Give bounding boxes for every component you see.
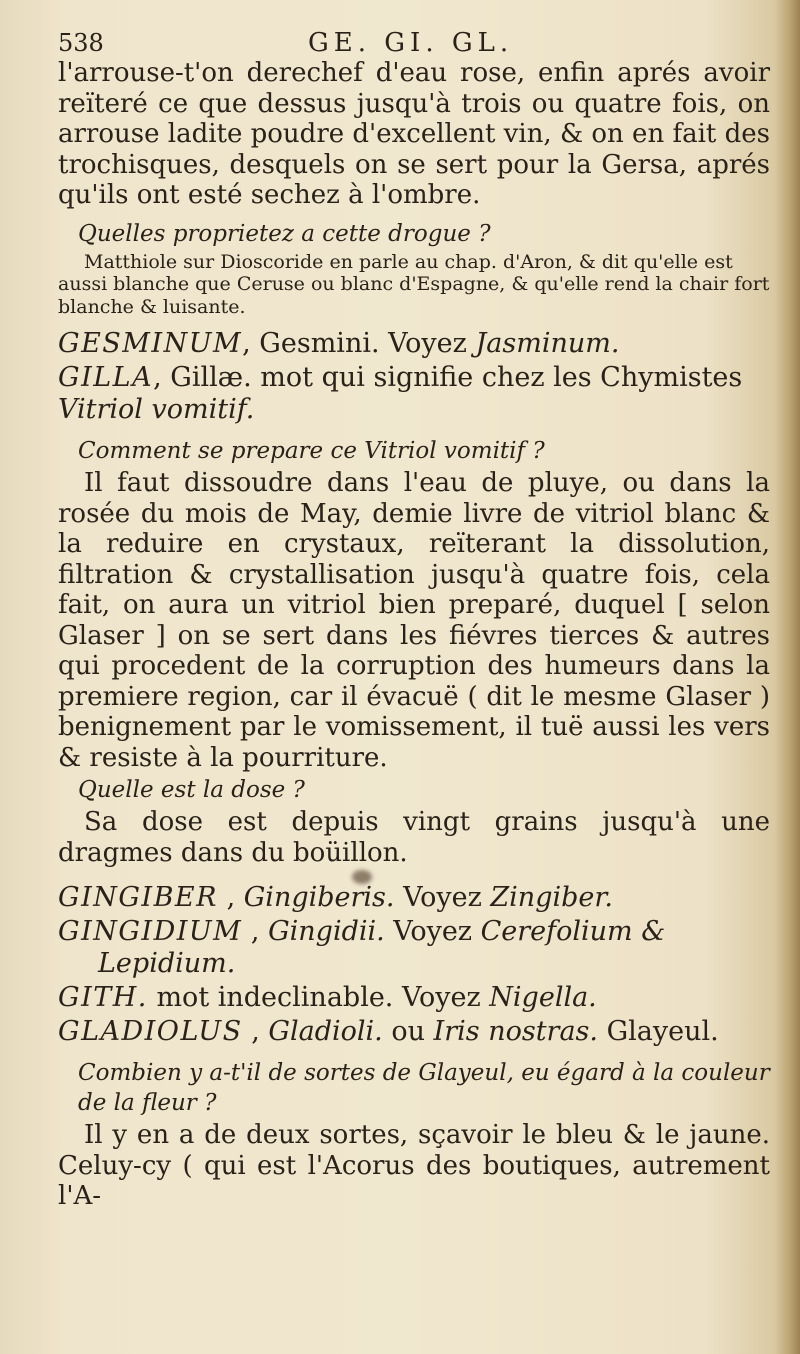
question-dose: Quelle est la dose ? [78,777,305,803]
entry-gingiber: GINGIBER , Gingiberis. Voyez Zingiber. [58,882,613,913]
note-matthiole: Matthiole sur Dioscoride en parle au chap. d'Aron, & dit qu'elle est aussi blanche que Ceruse ou blanc d'Espagne, & qu'elle rend la chair fort blanche & luisante. [58,250,770,318]
page-edge-shadow [774,0,800,1354]
question-vitriol: Comment se prepare ce Vitriol vomitif ? [78,438,545,464]
question-glayeul: Combien y a-t'il de sortes de Glayeul, eu égard à la couleur de la fleur ? [78,1060,770,1116]
entry-gladiolus: GLADIOLUS , Gladioli. ou Iris nostras. Glayeul. [58,1016,719,1047]
paragraph-dose: Sa dose est depuis vingt grains jusqu'à une dragmes dans du boüillon. [58,807,770,868]
ref-iris-nostras: Iris nostras. [433,1016,598,1047]
ref-vitriol-vomitif: Vitriol vomitif. [58,394,255,425]
running-head: GE. GI. GL. [308,28,514,58]
latin-gladioli: Gladioli. [268,1016,383,1047]
latin-gillae: Gillæ. [170,362,252,393]
ref-jasminum: Jasminum. [475,328,620,359]
page-number: 538 [58,29,104,57]
question-proprietes: Quelles proprietez a cette drogue ? [78,220,491,247]
ref-lepidium: Lepidium. [98,948,236,979]
headword-gilla: GILLA [58,362,154,393]
ref-zingiber: Zingiber. [490,882,613,913]
text-column [58,28,770,1212]
entry-gesminum: GESMINUM, Gesmini. Voyez Jasminum. [58,328,620,359]
latin-gesmini: Gesmini. [259,328,380,359]
entry-gith: GITH. mot indeclinable. Voyez Nigella. [58,982,597,1013]
paragraph-continuation: l'arrouse-t'on derechef d'eau rose, enfin aprés avoir reïteré ce que dessus jusqu'à trois ou quatre fois, on arrouse ladite poudre d'excellent vin, & on en fait des trochisques, desquels on se sert pour la Gersa, aprés qu'ils ont esté sechez à l'ombre. [58,58,770,210]
headword-gith: GITH. [58,982,148,1013]
entry-gingidium: GINGIDIUM , Gingidii. Voyez Cerefolium & Lepidium. [58,916,770,980]
latin-gingiberis: Gingiberis. [243,882,395,913]
ref-nigella: Nigella. [489,982,597,1013]
page-header [58,28,770,58]
headword-gladiolus: GLADIOLUS [58,1016,243,1047]
ref-cerefolium: Cerefolium & [480,916,666,947]
headword-gingiber: GINGIBER [58,882,218,913]
headword-gesminum: GESMINUM [58,328,243,359]
paragraph-vitriol: Il faut dissoudre dans l'eau de pluye, ou dans la rosée du mois de May, demie livre de vitriol blanc & la reduire en crystaux, reïterant la dissolution, filtration & crystallisation jusqu'à quatre fois, cela fait, on aura un vitriol bien preparé, duquel [ selon Glaser ] on se sert dans les fiévres tierces & autres qui procedent de la corruption des humeurs dans la premiere region, car il évacuë ( dit le mesme Glaser ) benignement par le vomissement, il tuë aussi les vers & resiste à la pourriture. [58,468,770,773]
entry-gillae: GILLA, Gillæ. mot qui signifie chez les Chymistes Vitriol vomitif. [58,362,743,425]
latin-gingidii: Gingidii. [268,916,385,947]
paragraph-glayeul: Il y en a de deux sortes, sçavoir le bleu & le jaune. Celuy-cy ( qui est l'Acorus des boutiques, autrement l'A- [58,1120,770,1211]
headword-gingidium: GINGIDIUM [58,916,243,947]
